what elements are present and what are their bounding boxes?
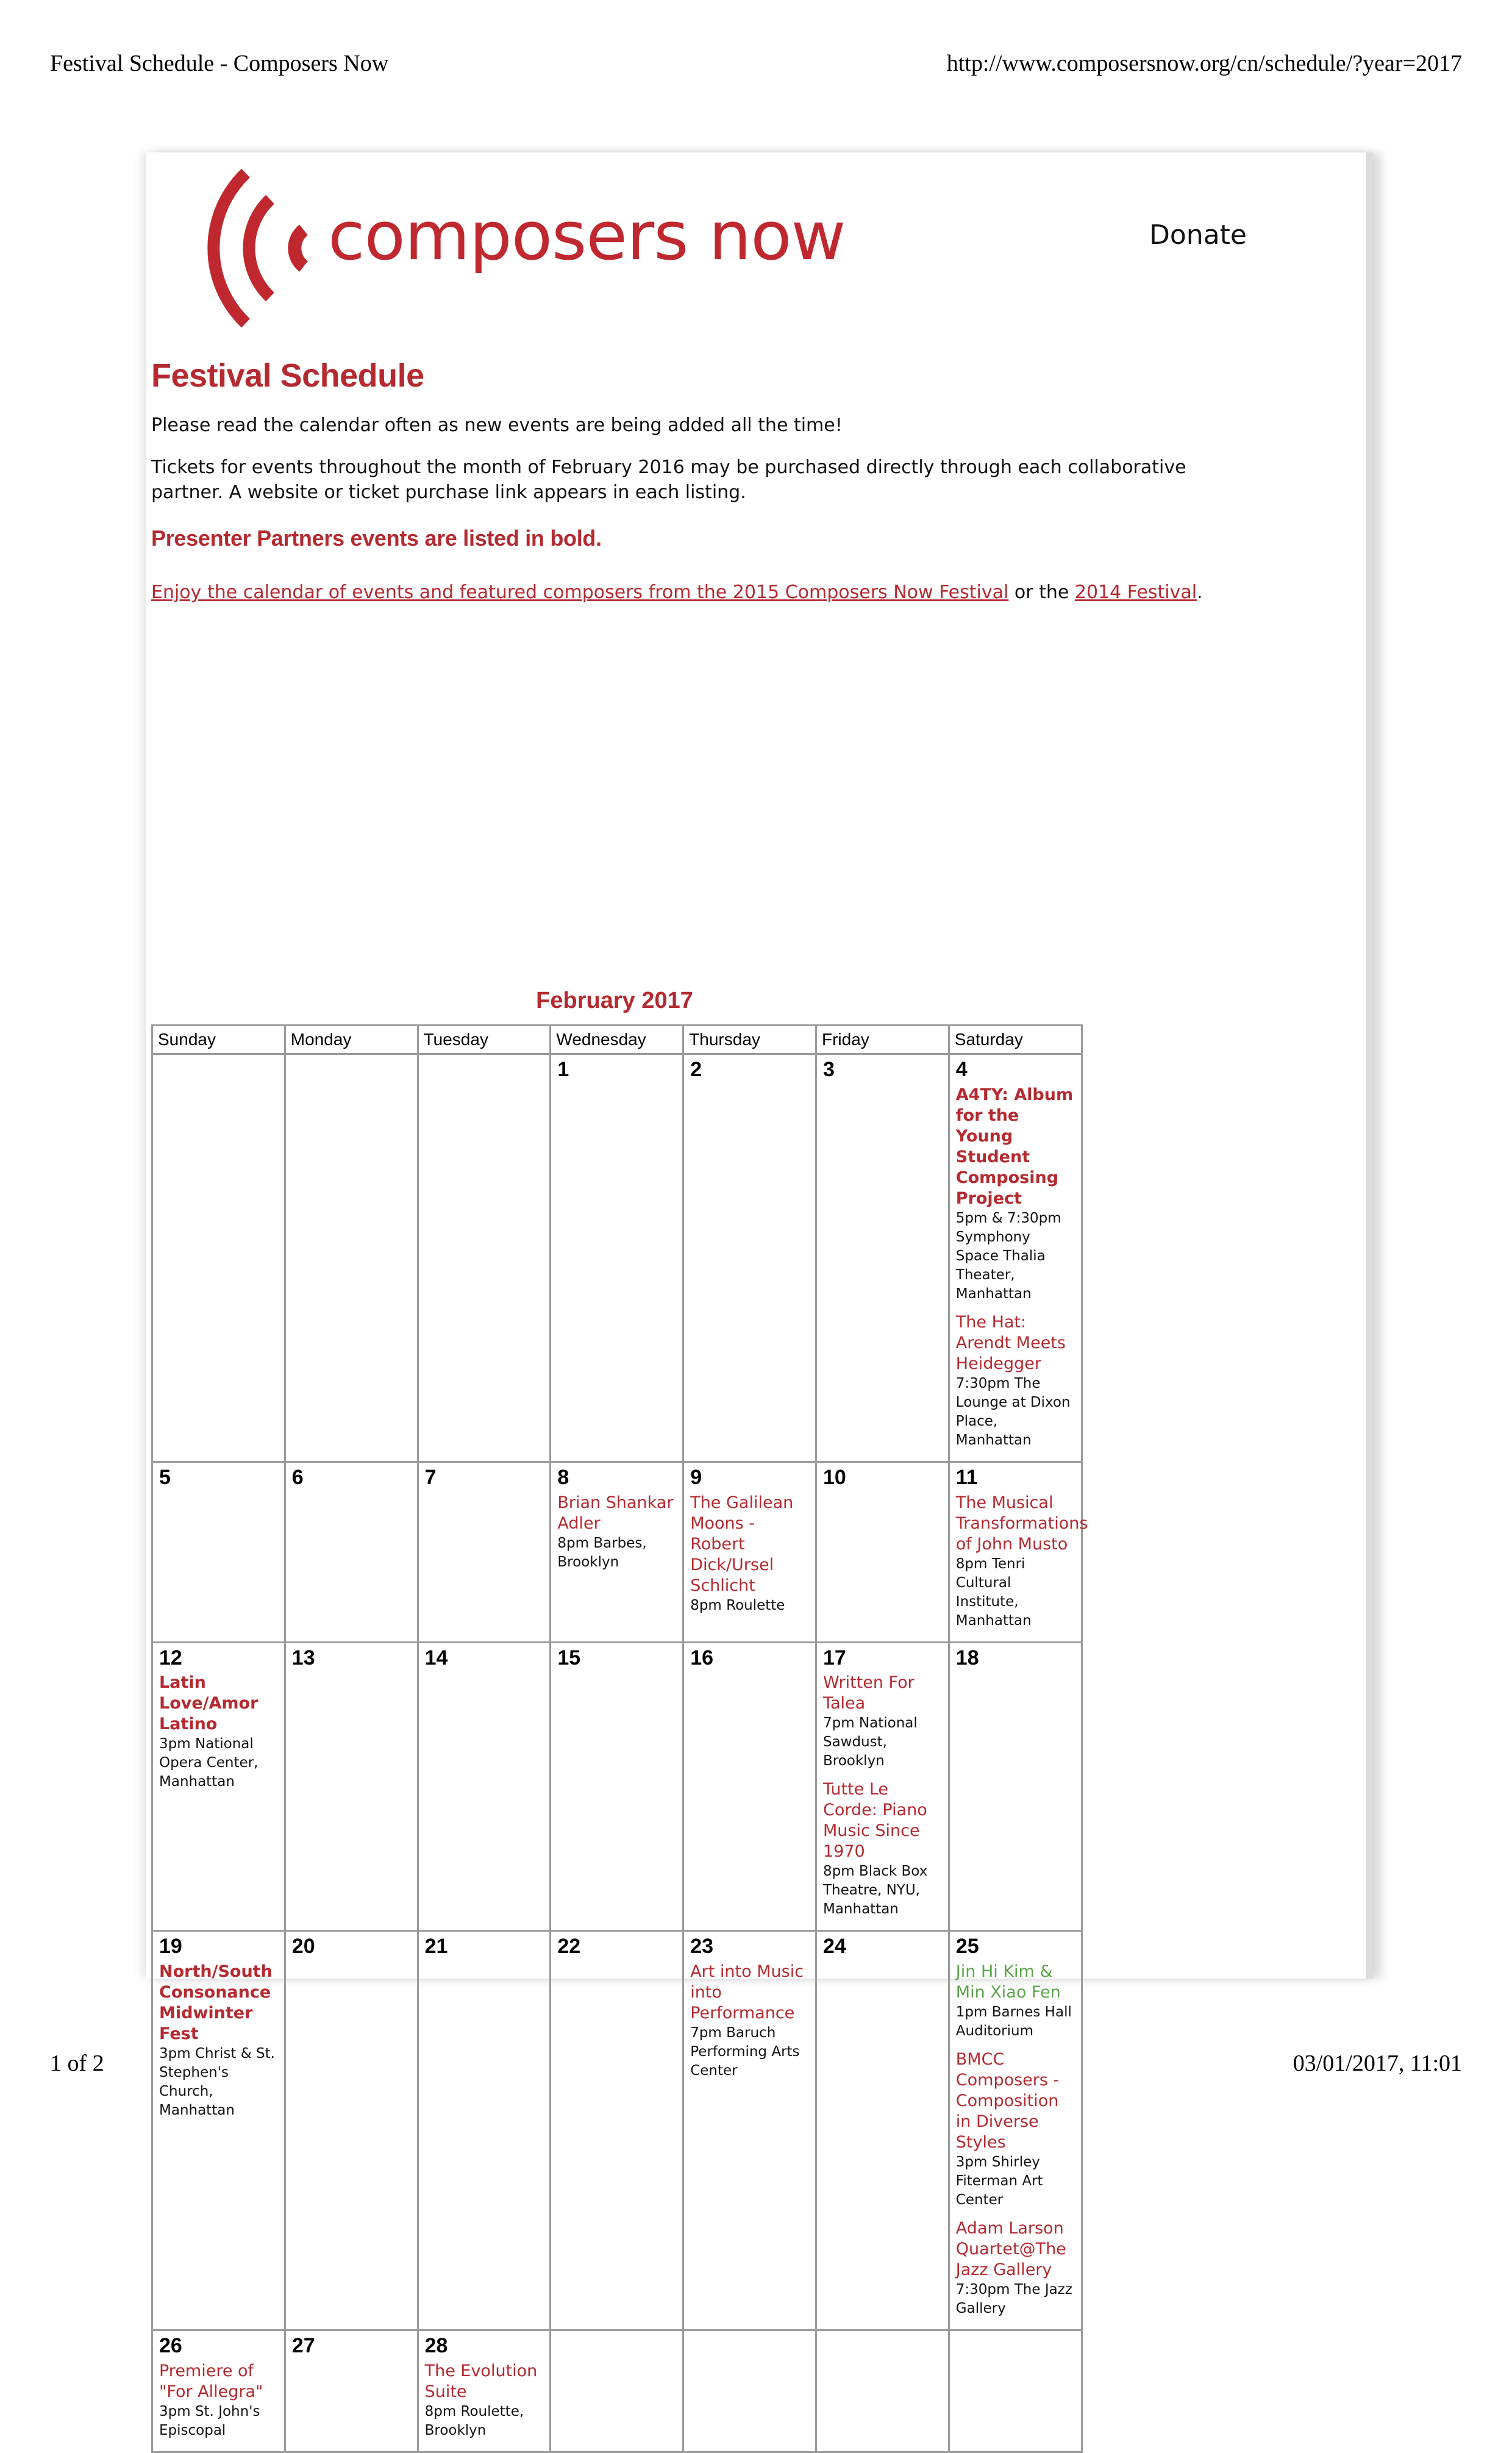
calendar-week-row: [152, 1054, 1082, 1462]
calendar-event: [956, 1085, 1075, 1304]
print-page-url: http://www.composersnow.org/cn/schedule/?year=2017: [946, 51, 1462, 76]
calendar-day-cell: [683, 1931, 816, 2330]
calendar-day-cell: [816, 1054, 949, 1462]
event-details: 8pm Black Box Theatre, NYU, Manhattan: [822, 1863, 928, 1918]
calendar-day-cell: [949, 1462, 1088, 1642]
calendar-event: [955, 1493, 1088, 1630]
calendar-day-cell: [285, 1931, 418, 2330]
calendar-day-cell: [418, 1054, 551, 1462]
event-title-link[interactable]: The Musical Transformations of John Musto: [955, 1493, 1088, 1554]
weekday-header: Friday: [816, 1026, 949, 1054]
tickets-paragraph: Tickets for events throughout the month of February 2016 may be purchased directly through each collaborative partner. A website or ticket purchase link appears in each listing.: [151, 457, 1186, 503]
calendar-day-cell: [949, 2330, 1082, 2452]
calendar-event: [823, 1779, 942, 1919]
print-header: [50, 50, 1462, 77]
day-number: 15: [557, 1646, 581, 1669]
main-content: [151, 357, 1346, 2438]
festival-2015-link[interactable]: Enjoy the calendar of events and featured composers from the 2015 Composers Now Festival: [151, 582, 1009, 603]
calendar-day-cell: [683, 2330, 816, 2452]
calendar-event: [956, 1962, 1075, 2041]
calendar-week-row: [152, 1642, 1082, 1931]
calendar-day-cell: [152, 1642, 285, 1931]
calendar-day-cell: [816, 1642, 949, 1931]
day-number: 5: [159, 1465, 171, 1489]
day-number: 22: [557, 1935, 581, 1958]
calendar-event: [956, 2218, 1075, 2318]
day-number: 9: [690, 1465, 702, 1489]
calendar-day-cell: [152, 1054, 285, 1462]
day-number: 13: [291, 1646, 315, 1669]
day-number: 3: [822, 1058, 835, 1081]
day-number: 20: [291, 1935, 315, 1958]
event-details: 7:30pm The Jazz Gallery: [955, 2282, 1072, 2317]
event-title-link[interactable]: The Evolution Suite: [424, 2361, 538, 2401]
print-page-title: Festival Schedule - Composers Now: [50, 51, 389, 76]
print-page-number: 1 of 2: [50, 2051, 104, 2076]
event-title-link[interactable]: Premiere of "For Allegra": [159, 2361, 263, 2401]
past-festivals-line: [151, 582, 1346, 603]
weekday-header: Wednesday: [551, 1026, 683, 1054]
calendar-day-cell: [816, 1462, 949, 1642]
day-number: 19: [159, 1935, 182, 1958]
calendar-day-cell: [418, 1642, 551, 1931]
calendar-day-cell: [152, 1931, 285, 2330]
event-details: 8pm Roulette, Brooklyn: [424, 2403, 524, 2438]
calendar-day-cell: [683, 1054, 816, 1462]
calendar-day-cell: [418, 1462, 551, 1642]
event-title-link[interactable]: Brian Shankar Adler: [557, 1493, 674, 1533]
calendar-week-row: [152, 1462, 1082, 1642]
calendar-day-cell: [418, 2330, 551, 2452]
link-joiner: or the: [1008, 582, 1075, 603]
calendar-day-cell: [285, 1462, 418, 1642]
day-number: 24: [822, 1935, 846, 1958]
calendar-event: [690, 1493, 809, 1615]
event-title-link[interactable]: Latin Love/Amor Latino: [159, 1673, 259, 1734]
calendar-day-cell: [683, 1462, 816, 1642]
day-number: 23: [690, 1935, 714, 1958]
event-details: 8pm Roulette: [690, 1597, 785, 1613]
calendar-day-cell: [285, 2330, 418, 2452]
logo-wordmark: composers now: [328, 197, 846, 275]
event-title-link[interactable]: The Hat: Arendt Meets Heidegger: [955, 1312, 1066, 1373]
day-number: 1: [557, 1058, 569, 1081]
calendar-day-cell: [285, 1054, 418, 1462]
intro-paragraph: Please read the calendar often as new events are being added all the time!: [151, 415, 843, 436]
event-title-link[interactable]: North/South Consonance Midwinter Fest: [159, 1962, 273, 2044]
composers-now-logo[interactable]: [188, 166, 846, 330]
weekday-header: Saturday: [949, 1026, 1082, 1054]
weekday-header: Sunday: [152, 1026, 285, 1054]
event-title-link[interactable]: Adam Larson Quartet@The Jazz Gallery: [955, 2219, 1066, 2280]
calendar-month-title: February 2017: [536, 988, 693, 1013]
calendar-day-cell: [551, 1462, 683, 1642]
calendar-day-cell: [949, 1931, 1082, 2330]
calendar-week-row: [152, 2330, 1082, 2452]
calendar-day-cell: [949, 1642, 1082, 1931]
calendar-event: [159, 1673, 278, 1791]
event-title-link[interactable]: Art into Music into Performance: [690, 1962, 804, 2023]
day-number: 26: [159, 2334, 182, 2358]
page-title: Festival Schedule: [151, 357, 424, 394]
day-number: 16: [690, 1646, 714, 1669]
event-details: 3pm St. John's Episcopal: [159, 2403, 260, 2438]
event-details: 7:30pm The Lounge at Dixon Place, Manhattan: [955, 1375, 1071, 1448]
donate-link[interactable]: Donate: [1149, 220, 1247, 251]
day-number: 12: [159, 1646, 182, 1669]
presenter-note: Presenter Partners events are listed in bold.: [151, 526, 602, 551]
day-number: 18: [955, 1646, 979, 1669]
day-number: 21: [424, 1935, 448, 1958]
calendar-day-cell: [152, 2330, 285, 2452]
event-title-link[interactable]: Written For Talea: [822, 1673, 915, 1713]
day-number: 27: [291, 2334, 315, 2358]
calendar-day-cell: [551, 2330, 683, 2452]
calendar-day-cell: [551, 1054, 683, 1462]
day-number: 25: [955, 1935, 979, 1958]
event-title-link[interactable]: Jin Hi Kim & Min Xiao Fen: [955, 1962, 1061, 2002]
day-number: 7: [424, 1465, 437, 1489]
calendar-day-cell: [816, 2330, 949, 2452]
calendar-table: [151, 1024, 1088, 2453]
event-details: 8pm Barbes, Brooklyn: [557, 1535, 647, 1570]
weekday-header-row: [152, 1026, 1082, 1054]
day-number: 8: [557, 1465, 569, 1489]
calendar-day-cell: [418, 1931, 551, 2330]
calendar-week-row: [152, 1931, 1082, 2330]
broadcast-waves-icon: [188, 166, 334, 330]
calendar-day-cell: [551, 1642, 683, 1931]
event-details: 3pm National Opera Center, Manhattan: [159, 1736, 259, 1790]
day-number: 17: [822, 1646, 846, 1669]
calendar-event: [159, 2361, 278, 2440]
day-number: 2: [690, 1058, 702, 1081]
calendar-day-cell: [816, 1931, 949, 2330]
day-number: 4: [955, 1058, 968, 1081]
event-details: 8pm Tenri Cultural Institute, Manhattan: [955, 1555, 1032, 1629]
print-footer: [50, 2050, 1462, 2077]
calendar-event: [557, 1493, 676, 1572]
day-number: 6: [291, 1465, 304, 1489]
calendar-event: [159, 1962, 278, 2120]
event-details: 1pm Barnes Hall Auditorium: [955, 2004, 1072, 2040]
weekday-header: Monday: [285, 1026, 418, 1054]
calendar-day-cell: [949, 1054, 1082, 1462]
event-title-link[interactable]: Tutte Le Corde: Piano Music Since 1970: [822, 1780, 927, 1862]
event-details: 5pm & 7:30pm Symphony Space Thalia Theater, Manhattan: [955, 1210, 1061, 1302]
calendar-day-cell: [551, 1931, 683, 2330]
day-number: 10: [822, 1465, 846, 1489]
web-page: [146, 152, 1373, 2438]
event-details: 7pm National Sawdust, Brooklyn: [822, 1715, 918, 1769]
calendar-day-cell: [683, 1642, 816, 1931]
day-number: 11: [955, 1465, 978, 1489]
calendar-event: [425, 2361, 544, 2440]
calendar-day-cell: [152, 1462, 285, 1642]
weekday-header: Tuesday: [418, 1026, 551, 1054]
event-details: 3pm Christ & St. Stephen's Church, Manhattan: [159, 2046, 275, 2119]
calendar-event: [956, 1312, 1075, 1450]
event-title-link[interactable]: BMCC Composers - Composition in Diverse Styles: [955, 2050, 1060, 2152]
calendar-event: [823, 1673, 942, 1771]
event-title-link[interactable]: A4TY: Album for the Young Student Composing Project: [955, 1085, 1074, 1208]
event-details: 7pm Baruch Performing Arts Center: [690, 2025, 800, 2079]
print-datetime: 03/01/2017, 11:01: [1293, 2051, 1462, 2076]
link-end: .: [1197, 582, 1203, 603]
day-number: 28: [424, 2334, 448, 2358]
event-details: 3pm Shirley Fiterman Art Center: [955, 2154, 1043, 2208]
calendar-day-cell: [285, 1642, 418, 1931]
day-number: 14: [424, 1646, 448, 1669]
festival-2014-link[interactable]: 2014 Festival: [1074, 582, 1197, 603]
event-title-link[interactable]: The Galilean Moons - Robert Dick/Ursel Schlicht: [690, 1493, 794, 1595]
weekday-header: Thursday: [683, 1026, 816, 1054]
